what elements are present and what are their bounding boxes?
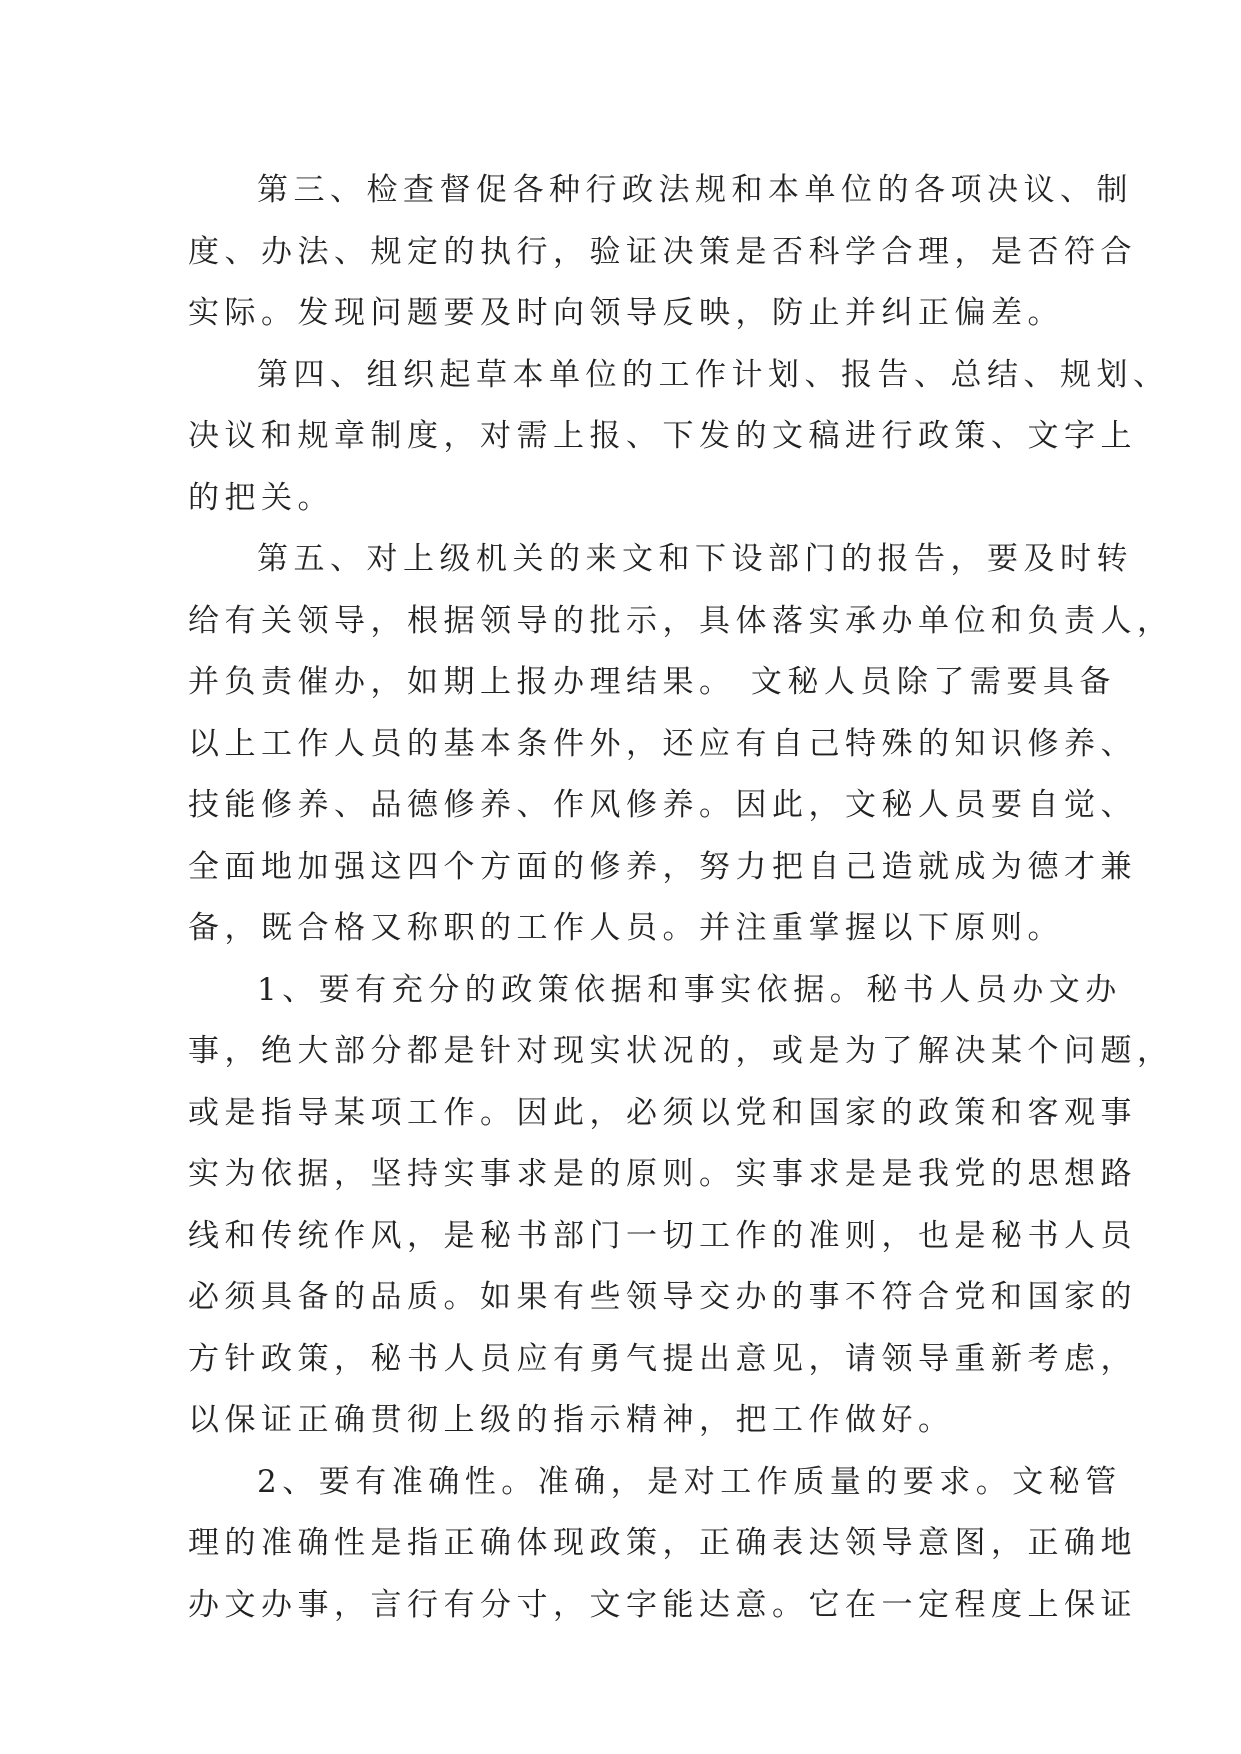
text-line: 全面地加强这四个方面的修养，努力把自己造就成为德才兼 [188, 848, 1137, 885]
text-line: 以保证正确贯彻上级的指示精神，把工作做好。 [188, 1402, 955, 1438]
document-body [188, 160, 1174, 1636]
text-line: 第三、检查督促各种行政法规和本单位的各项决议、制 [257, 172, 1133, 208]
text-line: 第四、组织起草本单位的工作计划、报告、总结、规划、 [257, 356, 1170, 393]
text-line: 实为依据，坚持实事求是的原则。实事求是是我党的思想路 [188, 1156, 1137, 1192]
text-line: 必须具备的品质。如果有些领导交办的事不符合党和国家的 [188, 1279, 1137, 1315]
text-line: 技能修养、品德修养、作风修养。因此，文秘人员要自觉、 [188, 787, 1137, 823]
text-line: 方针政策，秘书人员应有勇气提出意见，请领导重新考虑， [188, 1340, 1137, 1377]
text-line: 2、要有准确性。准确，是对工作质量的要求。文秘管 [257, 1463, 1122, 1500]
text-line: 给有关领导，根据领导的批示，具体落实承办单位和负责人， [188, 602, 1174, 639]
text-line: 的把关。 [188, 479, 334, 516]
paragraph-5 [188, 529, 1174, 960]
principle-2-paragraph [188, 1452, 1137, 1637]
text-line: 第五、对上级机关的来文和下设部门的报告，要及时转 [257, 541, 1133, 577]
paragraph-3 [188, 160, 1137, 345]
text-line: 决议和规章制度，对需上报、下发的文稿进行政策、文字上 [188, 418, 1137, 454]
text-line: 实际。发现问题要及时向领导反映，防止并纠正偏差。 [188, 295, 1064, 331]
paragraph-4 [188, 345, 1170, 530]
text-line: 并负责催办，如期上报办理结果。 文秘人员除了需要具备 [188, 664, 1116, 700]
text-line: 办文办事，言行有分寸，文字能达意。它在一定程度上保证 [188, 1586, 1137, 1623]
text-line: 理的准确性是指正确体现政策，正确表达领导意图，正确地 [188, 1525, 1137, 1561]
principle-1-paragraph [188, 960, 1174, 1452]
text-line: 以上工作人员的基本条件外，还应有自己特殊的知识修养、 [188, 725, 1137, 762]
text-line: 事，绝大部分都是针对现实状况的，或是为了解决某个问题， [188, 1033, 1174, 1069]
text-line: 备，既合格又称职的工作人员。并注重掌握以下原则。 [188, 910, 1064, 946]
text-line: 度、办法、规定的执行，验证决策是否科学合理，是否符合 [188, 233, 1137, 270]
text-line: 或是指导某项工作。因此，必须以党和国家的政策和客观事 [188, 1094, 1137, 1131]
text-line: 1、要有充分的政策依据和事实依据。秘书人员办文办 [257, 971, 1122, 1008]
text-line: 线和传统作风，是秘书部门一切工作的准则，也是秘书人员 [188, 1217, 1137, 1254]
